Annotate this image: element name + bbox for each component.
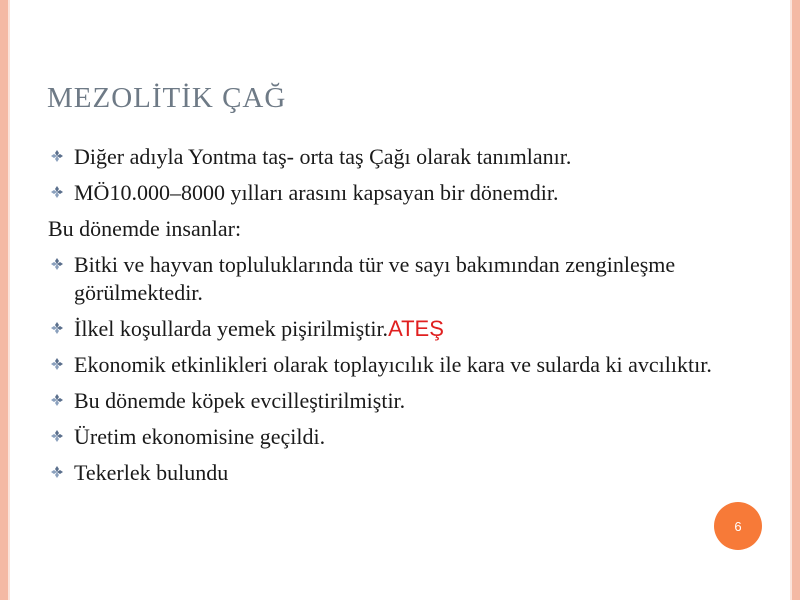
left-border-stripe: [0, 0, 8, 600]
diamond-bullet-icon: [50, 393, 64, 407]
right-border-stripe: [792, 0, 800, 600]
list-item-text: Bu dönemde insanlar:: [48, 216, 242, 241]
page-number-badge: [714, 502, 762, 550]
accent-word: ATEŞ: [388, 316, 444, 341]
list-item: [48, 459, 728, 487]
diamond-bullet-icon: [50, 185, 64, 199]
list-item-text: İlkel koşullarda yemek pişirilmiştir.: [74, 316, 389, 341]
diamond-bullet-icon: [50, 357, 64, 371]
diamond-bullet-icon: [50, 149, 64, 163]
slide-content: [48, 143, 728, 495]
list-item: [48, 251, 728, 307]
list-item: [48, 215, 728, 243]
diamond-bullet-icon: [50, 257, 64, 271]
list-item: [48, 387, 728, 415]
list-item-text: Ekonomik etkinlikleri olarak toplayıcılık ile kara ve sularda ki avcılıktır.: [74, 352, 712, 377]
list-item-text: MÖ10.000–8000 yılları arasını kapsayan bir dönemdir.: [74, 180, 559, 205]
list-item: [48, 179, 728, 207]
list-item: [48, 315, 728, 343]
slide-title: MEZOLİTİK ÇAĞ: [47, 82, 287, 114]
diamond-bullet-icon: [50, 321, 64, 335]
list-item-text: Bitki ve hayvan topluluklarında tür ve sayı bakımından zenginleşme görülmektedir.: [74, 252, 676, 305]
diamond-bullet-icon: [50, 465, 64, 479]
list-item: [48, 423, 728, 451]
list-item-text: Diğer adıyla Yontma taş- orta taş Çağı olarak tanımlanır.: [74, 144, 572, 169]
list-item: [48, 143, 728, 171]
page-number: 6: [734, 518, 742, 534]
diamond-bullet-icon: [50, 429, 64, 443]
list-item: [48, 351, 728, 379]
list-item-text: Tekerlek bulundu: [74, 460, 229, 485]
list-item-text: Bu dönemde köpek evcilleştirilmiştir.: [74, 388, 406, 413]
list-item-text: Üretim ekonomisine geçildi.: [74, 424, 326, 449]
